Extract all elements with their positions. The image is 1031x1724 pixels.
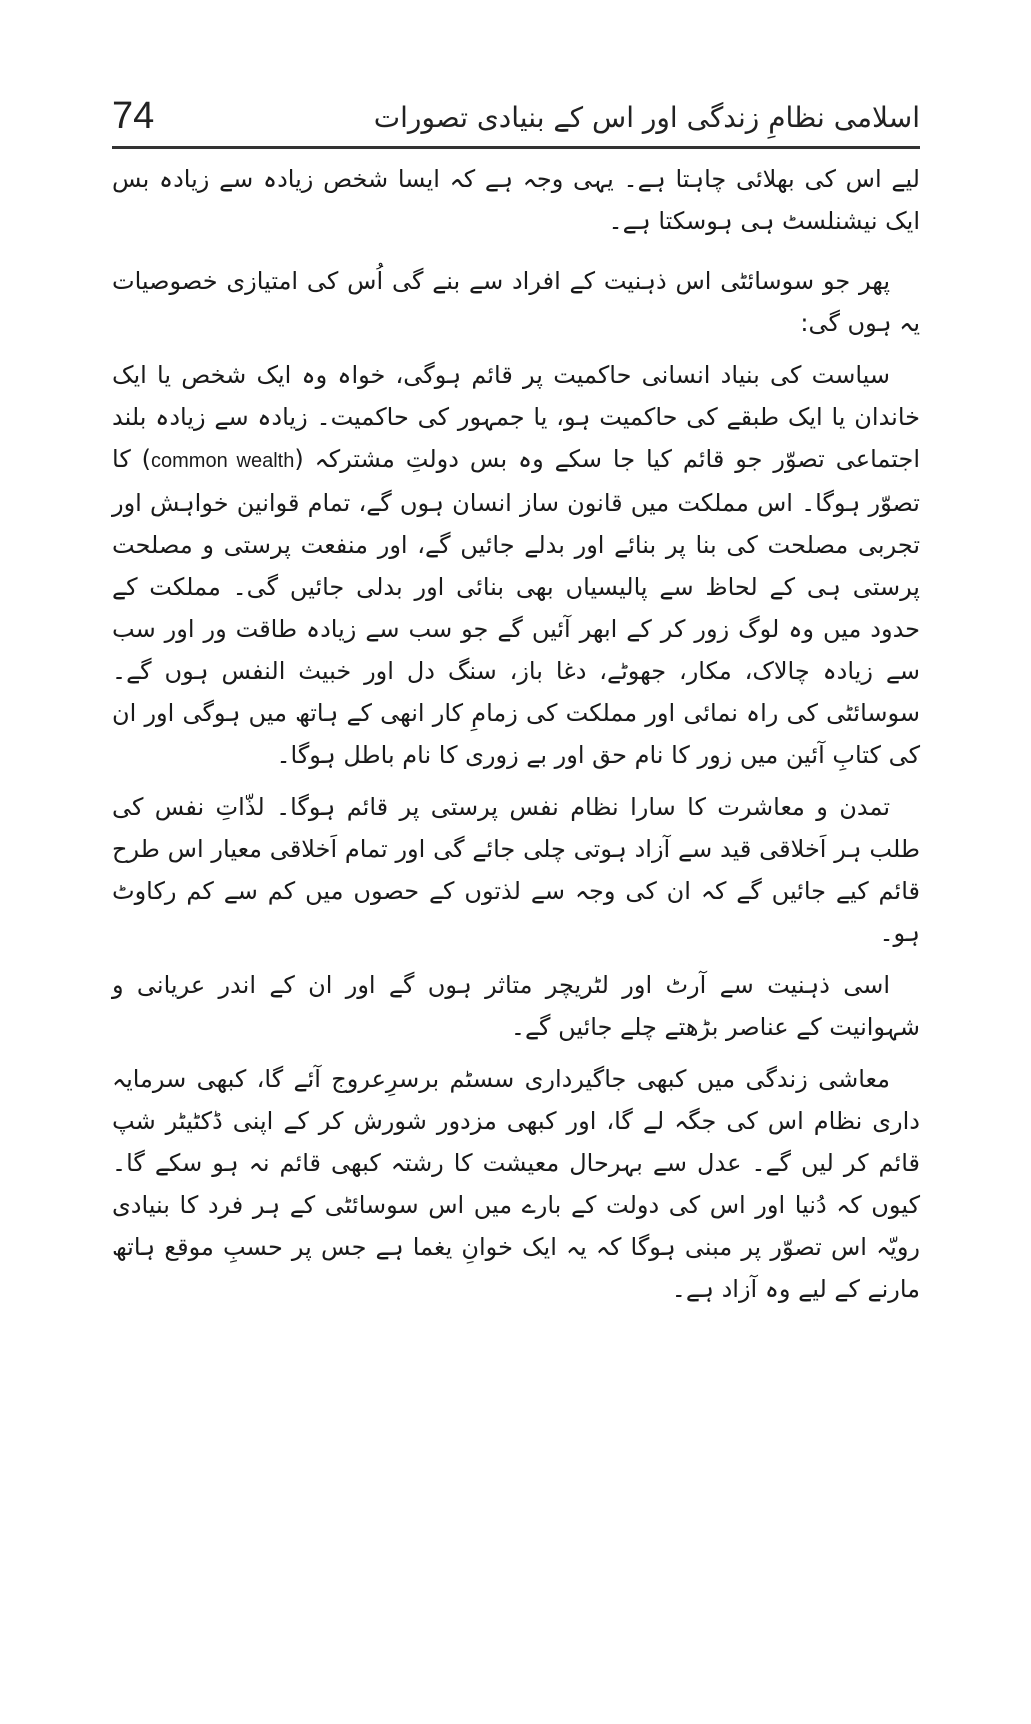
paragraph-6: معاشی زندگی میں کبھی جاگیرداری سسٹم برسرِعروج آئے گا، کبھی سرمایہ داری نظام اس کی جگہ لے گا، اور کبھی مزدور شورش کر کے اپنی ڈکٹیٹر شپ قائم کر لیں گے۔ عدل سے بہرحال معیشت کا رشتہ کبھی قائم نہ ہو سکے گا۔ کیوں کہ دُنیا اور اس کی دولت کے بارے میں اس سوسائٹی کے ہر فرد کا بنیادی رویّہ اس تصوّر پر مبنی ہوگا کہ یہ ایک خوانِ یغما ہے جس پر حسبِ موقع ہاتھ مارنے کے لیے وہ آزاد ہے۔ — [112, 1065, 920, 1303]
running-title: اسلامی نظامِ زندگی اور اس کے بنیادی تصورات — [373, 101, 920, 134]
paragraph-2: پھر جو سوسائٹی اس ذہنیت کے افراد سے بنے گی اُس کی امتیازی خصوصیات یہ ہوں گی: — [112, 267, 920, 337]
page-body — [112, 158, 920, 1320]
paragraph-5: اسی ذہنیت سے آرٹ اور لٹریچر متاثر ہوں گے اور ان کے اندر عریانی و شہوانیت کے عناصر بڑھتے چلے جائیں گے۔ — [112, 971, 920, 1041]
english-term: common wealth — [151, 450, 295, 472]
paragraph-1: لیے اس کی بھلائی چاہتا ہے۔ یہی وجہ ہے کہ ایسا شخص زیادہ سے زیادہ بس ایک نیشنلسٹ ہی ہوسکتا ہے۔ — [112, 165, 920, 235]
paragraph-3 — [112, 354, 920, 776]
paragraph-3-text-end: ) کا تصوّر ہوگا۔ اس مملکت میں قانون ساز انسان ہوں گے، تمام قوانین خواہش اور تجربی مصلحت کی بنا پر بنائے اور بدلے جائیں گے، اور منفعت پرستی و مصلحت پرستی ہی کے لحاظ سے پالیسیاں بھی بنائی اور بدلی جائیں گی۔ مملکت کے حدود میں وہ لوگ زور کر کے ابھر آئیں گے جو سب سے زیادہ طاقت ور اور سب سے زیادہ چالاک، مکار، جھوٹے، دغا باز، سنگ دل اور خبیث النفس ہوں گے۔ سوسائٹی کی راہ نمائی اور مملکت کی زمامِ کار انھی کے ہاتھ میں ہوگی اور ان کی کتابِ آئین میں زور کا نام حق اور بے زوری کا نام باطل ہوگا۔ — [112, 445, 920, 769]
paragraph-4: تمدن و معاشرت کا سارا نظام نفس پرستی پر قائم ہوگا۔ لذّاتِ نفس کی طلب ہر اَخلاقی قید سے آزاد ہوتی چلی جائے گی اور تمام اَخلاقی معیار اس طرح قائم کیے جائیں گے کہ ان کی وجہ سے لذتوں کے حصوں میں کم سے کم رکاوٹ ہو۔ — [112, 793, 920, 947]
paragraph-3-text-start: سیاست کی بنیاد انسانی حاکمیت پر قائم ہوگی، خواہ وہ ایک شخص یا ایک خاندان یا ایک طبقے کی حاکمیت ہو، یا جمہور کی حاکمیت۔ زیادہ سے زیادہ بلند اجتماعی تصوّر جو قائم کیا جا سکے وہ بس دولتِ مشترکہ ( — [112, 361, 920, 473]
header-divider — [112, 146, 920, 149]
page-number: 74 — [112, 95, 155, 137]
page-header — [112, 92, 920, 148]
